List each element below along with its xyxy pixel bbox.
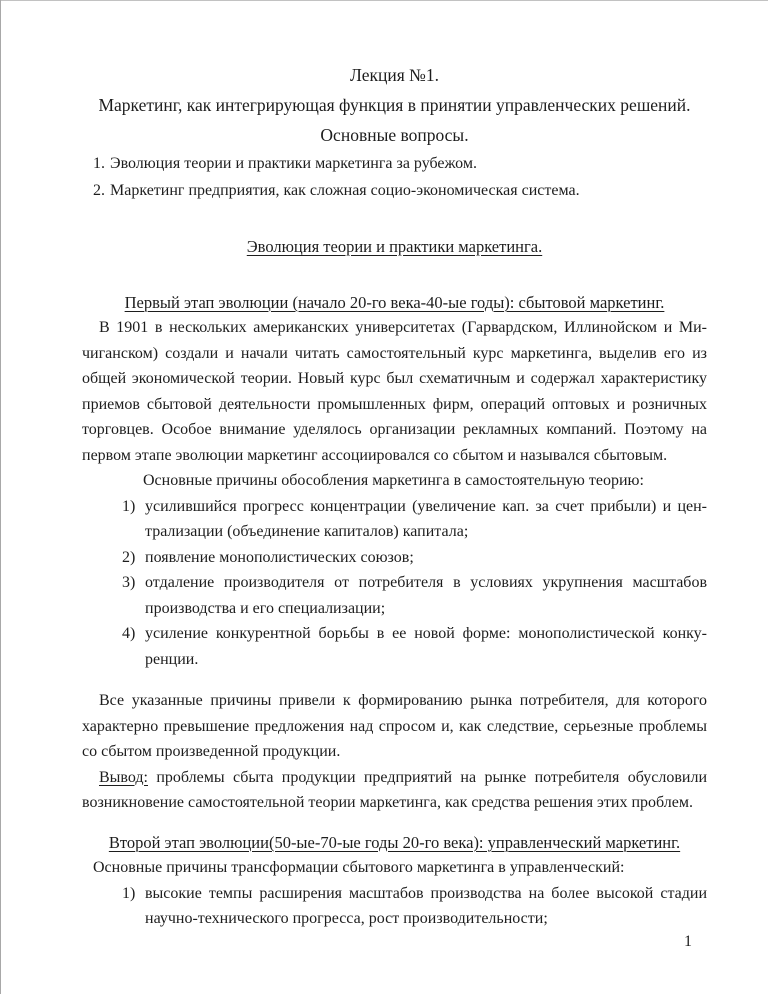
reason-item-number: 2) [122,548,136,566]
stage1-reasons-list [82,494,707,673]
reason-item-1 [82,881,707,932]
reason-item-number: 3) [122,574,136,591]
reason-item-number: 1) [122,497,136,515]
agenda-item-text: Маркетинг предприятия, как сложная социо-экономическая система. [110,182,580,199]
agenda-list [82,150,707,204]
stage1-conclusion [82,765,707,816]
agenda-item-1 [82,150,707,177]
stage2-reasons-list [82,881,707,932]
reason-item-number: 1) [122,884,136,902]
stage2-reasons-intro: Основные причины трансформации сбытового маркетинга в управленческий: [93,859,625,876]
conclusion-text: проблемы сбыта продукции предприятий на рынке потребителя обусловили возникновение самостоятельной теории маркетинга, как средства решения этих проблем. [82,768,707,811]
section-title: Эволюция теории и практики маркетинга. [246,237,543,256]
document-content [82,60,707,932]
agenda-item-number: 2. [93,182,105,199]
stage1-reasons-intro: Основные причины обособления маркетинга в самостоятельную теорию: [143,472,644,489]
document-header [82,60,707,150]
agenda-item-2 [82,177,707,204]
reason-item-text: усиление конкурентной борьбы в ее новой форме: монополистической конкуренции. [145,625,707,668]
stage1-paragraph-consumer-market: Все указанные причины привели к формированию рынка потребителя, для которого характерно превышение предложения над спросом и, как следствие, серьезные проблемы со сбытом произведенной продукции. [82,692,707,760]
page-number: 1 [684,933,692,950]
stage1-paragraph-history: В 1901 в нескольких американских университетах (Гарвардском, Иллинойском и Мичиганском) создали и начали читать самостоятельный курс маркетинга, выделив его из общей экономической теории. Новый курс был схематичным и содержал характеристику приемов сбытовой деятельности промышленных фирм, операций оптовых и розничных торговцев. Особое внимание уделялось организации рекламных компаний. Поэтому на первом этапе эволюции маркетинг ассоциировался со сбытом и назывался сбытовым. [82,319,707,464]
agenda-item-text: Эволюция теории и практики маркетинга за рубежом. [110,155,477,172]
reason-item-number: 4) [122,625,136,642]
agenda-item-number: 1. [93,155,105,172]
conclusion-label: Вывод: [99,768,148,786]
stage2-heading: Второй этап эволюции(50-ые-70-ые годы 20-го века): управленческий маркетинг. [108,832,681,852]
reason-item-1 [82,494,707,545]
reason-item-3 [82,570,707,621]
reason-item-2 [82,545,707,571]
reason-item-4 [82,621,707,672]
reason-item-text: высокие темпы расширения масштабов производства на более высокой стадии научно-технического прогресса, рост производительности; [145,884,707,927]
main-questions-heading: Основные вопросы. [320,125,469,145]
reason-item-text: появление монополистических союзов; [145,548,414,566]
reason-item-text: отдаление производителя от потребителя в условиях укрупнения масштабов производства и его специализации; [145,574,707,617]
lecture-subject-title: Маркетинг, как интегрирующая функция в принятии управленческих решений. [98,95,691,115]
reason-item-text: усилившийся прогресс концентрации (увеличение кап. за счет прибыли) и централизации (объединение капиталов) капитала; [145,497,707,540]
lecture-number-title: Лекция №1. [350,65,439,85]
stage1-heading: Первый этап эволюции (начало 20-го века-40-ые годы): сбытовой маркетинг. [124,292,665,312]
